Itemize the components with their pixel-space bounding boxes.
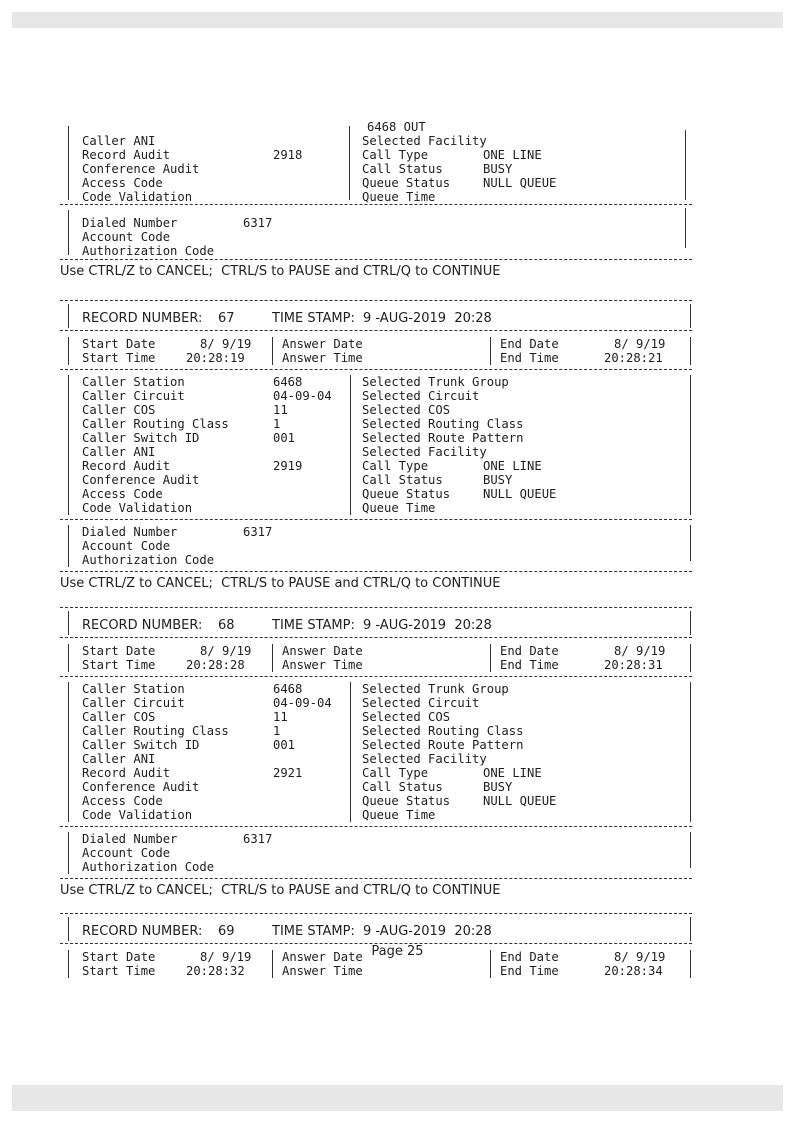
selected-routing-class-label: Selected Routing Class xyxy=(362,417,524,431)
box-right-border xyxy=(685,208,686,248)
dashed-rule xyxy=(60,913,692,914)
time-stamp-label: TIME STAMP: xyxy=(272,618,355,633)
caller-ani-label: Caller ANI xyxy=(82,445,156,459)
column-separator xyxy=(350,682,351,822)
end-date-value: 8/ 9/19 xyxy=(614,337,666,351)
record-number-label: RECORD NUMBER: xyxy=(82,311,203,326)
call-status-value: BUSY xyxy=(483,473,513,487)
box-right-border xyxy=(690,375,691,515)
caller-circuit-label: Caller Circuit xyxy=(82,389,185,403)
caller-routing-class-value: 1 xyxy=(273,724,281,738)
code-validation-label: Code Validation xyxy=(82,808,193,822)
start-date-value: 8/ 9/19 xyxy=(200,950,252,964)
authorization-code-label: Authorization Code xyxy=(82,244,215,258)
caller-circuit-value: 04-09-04 xyxy=(273,389,332,403)
box-right-border xyxy=(685,130,686,200)
selected-trunk-group-label: Selected Trunk Group xyxy=(362,682,509,696)
dialed-number-label: Dialed Number xyxy=(82,832,178,846)
caller-ani-label: Caller ANI xyxy=(82,752,156,766)
end-time-label: End Time xyxy=(500,658,559,672)
field-label: Call Status xyxy=(362,162,443,176)
field-label: Caller ANI xyxy=(82,134,156,148)
column-separator xyxy=(272,337,273,365)
account-code-label: Account Code xyxy=(82,539,171,553)
box-left-border xyxy=(68,832,69,874)
box-left-border xyxy=(68,375,69,515)
caller-routing-class-label: Caller Routing Class xyxy=(82,724,229,738)
ctrl-message: Use CTRL/Z to CANCEL; CTRL/S to PAUSE and CTRL/Q to CONTINUE xyxy=(60,576,501,591)
time-stamp-label: TIME STAMP: xyxy=(272,311,355,326)
selected-circuit-label: Selected Circuit xyxy=(362,389,480,403)
field-label: Record Audit xyxy=(82,148,171,162)
caller-circuit-value: 04-09-04 xyxy=(273,696,332,710)
end-time-label: End Time xyxy=(500,351,559,365)
answer-date-label: Answer Date xyxy=(282,950,363,964)
column-separator xyxy=(490,644,491,672)
dashed-rule xyxy=(60,204,692,205)
box-left-border xyxy=(68,126,69,200)
field-label: Selected Facility xyxy=(362,134,487,148)
box-left-border xyxy=(68,644,69,672)
account-code-label: Account Code xyxy=(82,230,171,244)
queue-time-label: Queue Time xyxy=(362,501,436,515)
ctrl-message: Use CTRL/Z to CANCEL; CTRL/S to PAUSE and CTRL/Q to CONTINUE xyxy=(60,883,501,898)
record-audit-label: Record Audit xyxy=(82,766,171,780)
start-time-value: 20:28:28 xyxy=(186,658,245,672)
access-code-label: Access Code xyxy=(82,487,163,501)
page-footer: Page 25 xyxy=(371,944,424,959)
field-label: Queue Time xyxy=(362,190,436,204)
caller-station-value: 6468 xyxy=(273,682,303,696)
dashed-rule xyxy=(60,369,692,370)
box-left-border xyxy=(68,611,69,635)
end-date-value: 8/ 9/19 xyxy=(614,950,666,964)
box-right-border xyxy=(690,644,691,672)
queue-status-value: NULL QUEUE xyxy=(483,794,557,808)
box-left-border xyxy=(68,917,69,941)
dashed-rule xyxy=(60,571,692,572)
queue-status-label: Queue Status xyxy=(362,794,451,808)
start-date-value: 8/ 9/19 xyxy=(200,337,252,351)
caller-cos-label: Caller COS xyxy=(82,403,156,417)
answer-date-label: Answer Date xyxy=(282,644,363,658)
record-number-label: RECORD NUMBER: xyxy=(82,618,203,633)
end-time-label: End Time xyxy=(500,964,559,978)
time-stamp-label: TIME STAMP: xyxy=(272,924,355,939)
end-date-value: 8/ 9/19 xyxy=(614,644,666,658)
access-code-label: Access Code xyxy=(82,794,163,808)
call-type-label: Call Type xyxy=(362,766,429,780)
selected-circuit-label: Selected Circuit xyxy=(362,696,480,710)
field-label: Code Validation xyxy=(82,190,193,204)
record-number-label: RECORD NUMBER: xyxy=(82,924,203,939)
dashed-rule xyxy=(60,826,692,827)
call-status-label: Call Status xyxy=(362,780,443,794)
field-value: NULL QUEUE xyxy=(483,176,557,190)
queue-status-value: NULL QUEUE xyxy=(483,487,557,501)
caller-routing-class-value: 1 xyxy=(273,417,281,431)
start-time-label: Start Time xyxy=(82,658,156,672)
box-left-border xyxy=(68,682,69,822)
call-status-value: BUSY xyxy=(483,780,513,794)
start-time-value: 20:28:32 xyxy=(186,964,245,978)
authorization-code-label: Authorization Code xyxy=(82,553,215,567)
dialed-number-value: 6317 xyxy=(243,832,273,846)
record-audit-value: 2921 xyxy=(273,766,303,780)
selected-route-pattern-label: Selected Route Pattern xyxy=(362,738,524,752)
caller-cos-value: 11 xyxy=(273,710,288,724)
field-label: Call Type xyxy=(362,148,429,162)
selected-facility-label: Selected Facility xyxy=(362,752,487,766)
field-value: 2918 xyxy=(273,148,303,162)
selected-facility-label: Selected Facility xyxy=(362,445,487,459)
end-date-label: End Date xyxy=(500,950,559,964)
box-right-border xyxy=(690,304,691,328)
call-type-label: Call Type xyxy=(362,459,429,473)
selected-cos-label: Selected COS xyxy=(362,710,451,724)
field-label: Queue Status xyxy=(362,176,451,190)
record-audit-label: Record Audit xyxy=(82,459,171,473)
record-audit-value: 2919 xyxy=(273,459,303,473)
box-right-border xyxy=(690,611,691,635)
start-time-value: 20:28:19 xyxy=(186,351,245,365)
call-status-label: Call Status xyxy=(362,473,443,487)
dashed-rule xyxy=(60,676,692,677)
caller-circuit-label: Caller Circuit xyxy=(82,696,185,710)
start-date-label: Start Date xyxy=(82,337,156,351)
column-separator xyxy=(272,644,273,672)
caller-switch-id-value: 001 xyxy=(273,431,296,445)
time-stamp-value: 9 -AUG-2019 20:28 xyxy=(363,311,492,326)
caller-routing-class-label: Caller Routing Class xyxy=(82,417,229,431)
authorization-code-label: Authorization Code xyxy=(82,860,215,874)
dashed-rule xyxy=(60,300,692,301)
answer-time-label: Answer Time xyxy=(282,658,363,672)
selected-routing-class-label: Selected Routing Class xyxy=(362,724,524,738)
conference-audit-label: Conference Audit xyxy=(82,780,200,794)
dashed-rule xyxy=(60,607,692,608)
column-separator xyxy=(350,375,351,515)
dashed-rule xyxy=(60,519,692,520)
field-label: Conference Audit xyxy=(82,162,200,176)
record-number-value: 69 xyxy=(218,924,235,939)
start-date-label: Start Date xyxy=(82,644,156,658)
box-left-border xyxy=(68,525,69,567)
column-separator xyxy=(490,337,491,365)
record-number-value: 67 xyxy=(218,311,235,326)
out-line: 6468 OUT xyxy=(367,120,426,134)
dashed-rule xyxy=(60,878,692,879)
caller-station-value: 6468 xyxy=(273,375,303,389)
account-code-label: Account Code xyxy=(82,846,171,860)
caller-switch-id-label: Caller Switch ID xyxy=(82,431,200,445)
box-right-border xyxy=(690,832,691,868)
caller-cos-value: 11 xyxy=(273,403,288,417)
box-right-border xyxy=(690,917,691,941)
queue-time-label: Queue Time xyxy=(362,808,436,822)
caller-switch-id-label: Caller Switch ID xyxy=(82,738,200,752)
answer-time-label: Answer Time xyxy=(282,351,363,365)
box-right-border xyxy=(690,525,691,561)
dialed-number-label: Dialed Number xyxy=(82,216,178,230)
time-stamp-value: 9 -AUG-2019 20:28 xyxy=(363,618,492,633)
dialed-number-label: Dialed Number xyxy=(82,525,178,539)
time-stamp-value: 9 -AUG-2019 20:28 xyxy=(363,924,492,939)
caller-station-label: Caller Station xyxy=(82,682,185,696)
box-left-border xyxy=(68,210,69,255)
code-validation-label: Code Validation xyxy=(82,501,193,515)
field-label: Access Code xyxy=(82,176,163,190)
caller-station-label: Caller Station xyxy=(82,375,185,389)
end-time-value: 20:28:34 xyxy=(604,964,663,978)
start-time-label: Start Time xyxy=(82,351,156,365)
record-number-value: 68 xyxy=(218,618,235,633)
call-type-value: ONE LINE xyxy=(483,459,542,473)
dialed-number-value: 6317 xyxy=(243,216,273,230)
dashed-rule xyxy=(60,637,692,638)
ctrl-message: Use CTRL/Z to CANCEL; CTRL/S to PAUSE and CTRL/Q to CONTINUE xyxy=(60,264,501,279)
selected-trunk-group-label: Selected Trunk Group xyxy=(362,375,509,389)
field-value: BUSY xyxy=(483,162,513,176)
selected-cos-label: Selected COS xyxy=(362,403,451,417)
dialed-number-value: 6317 xyxy=(243,525,273,539)
end-time-value: 20:28:21 xyxy=(604,351,663,365)
dashed-rule xyxy=(60,259,692,260)
call-type-value: ONE LINE xyxy=(483,766,542,780)
box-left-border xyxy=(68,337,69,365)
answer-time-label: Answer Time xyxy=(282,964,363,978)
start-time-label: Start Time xyxy=(82,964,156,978)
queue-status-label: Queue Status xyxy=(362,487,451,501)
end-date-label: End Date xyxy=(500,644,559,658)
dashed-rule xyxy=(60,330,692,331)
conference-audit-label: Conference Audit xyxy=(82,473,200,487)
box-right-border xyxy=(690,337,691,365)
field-value: ONE LINE xyxy=(483,148,542,162)
column-separator xyxy=(349,126,350,200)
selected-route-pattern-label: Selected Route Pattern xyxy=(362,431,524,445)
answer-date-label: Answer Date xyxy=(282,337,363,351)
start-date-label: Start Date xyxy=(82,950,156,964)
caller-cos-label: Caller COS xyxy=(82,710,156,724)
caller-switch-id-value: 001 xyxy=(273,738,296,752)
box-right-border xyxy=(690,682,691,822)
start-date-value: 8/ 9/19 xyxy=(200,644,252,658)
end-date-label: End Date xyxy=(500,337,559,351)
box-left-border xyxy=(68,304,69,328)
end-time-value: 20:28:31 xyxy=(604,658,663,672)
